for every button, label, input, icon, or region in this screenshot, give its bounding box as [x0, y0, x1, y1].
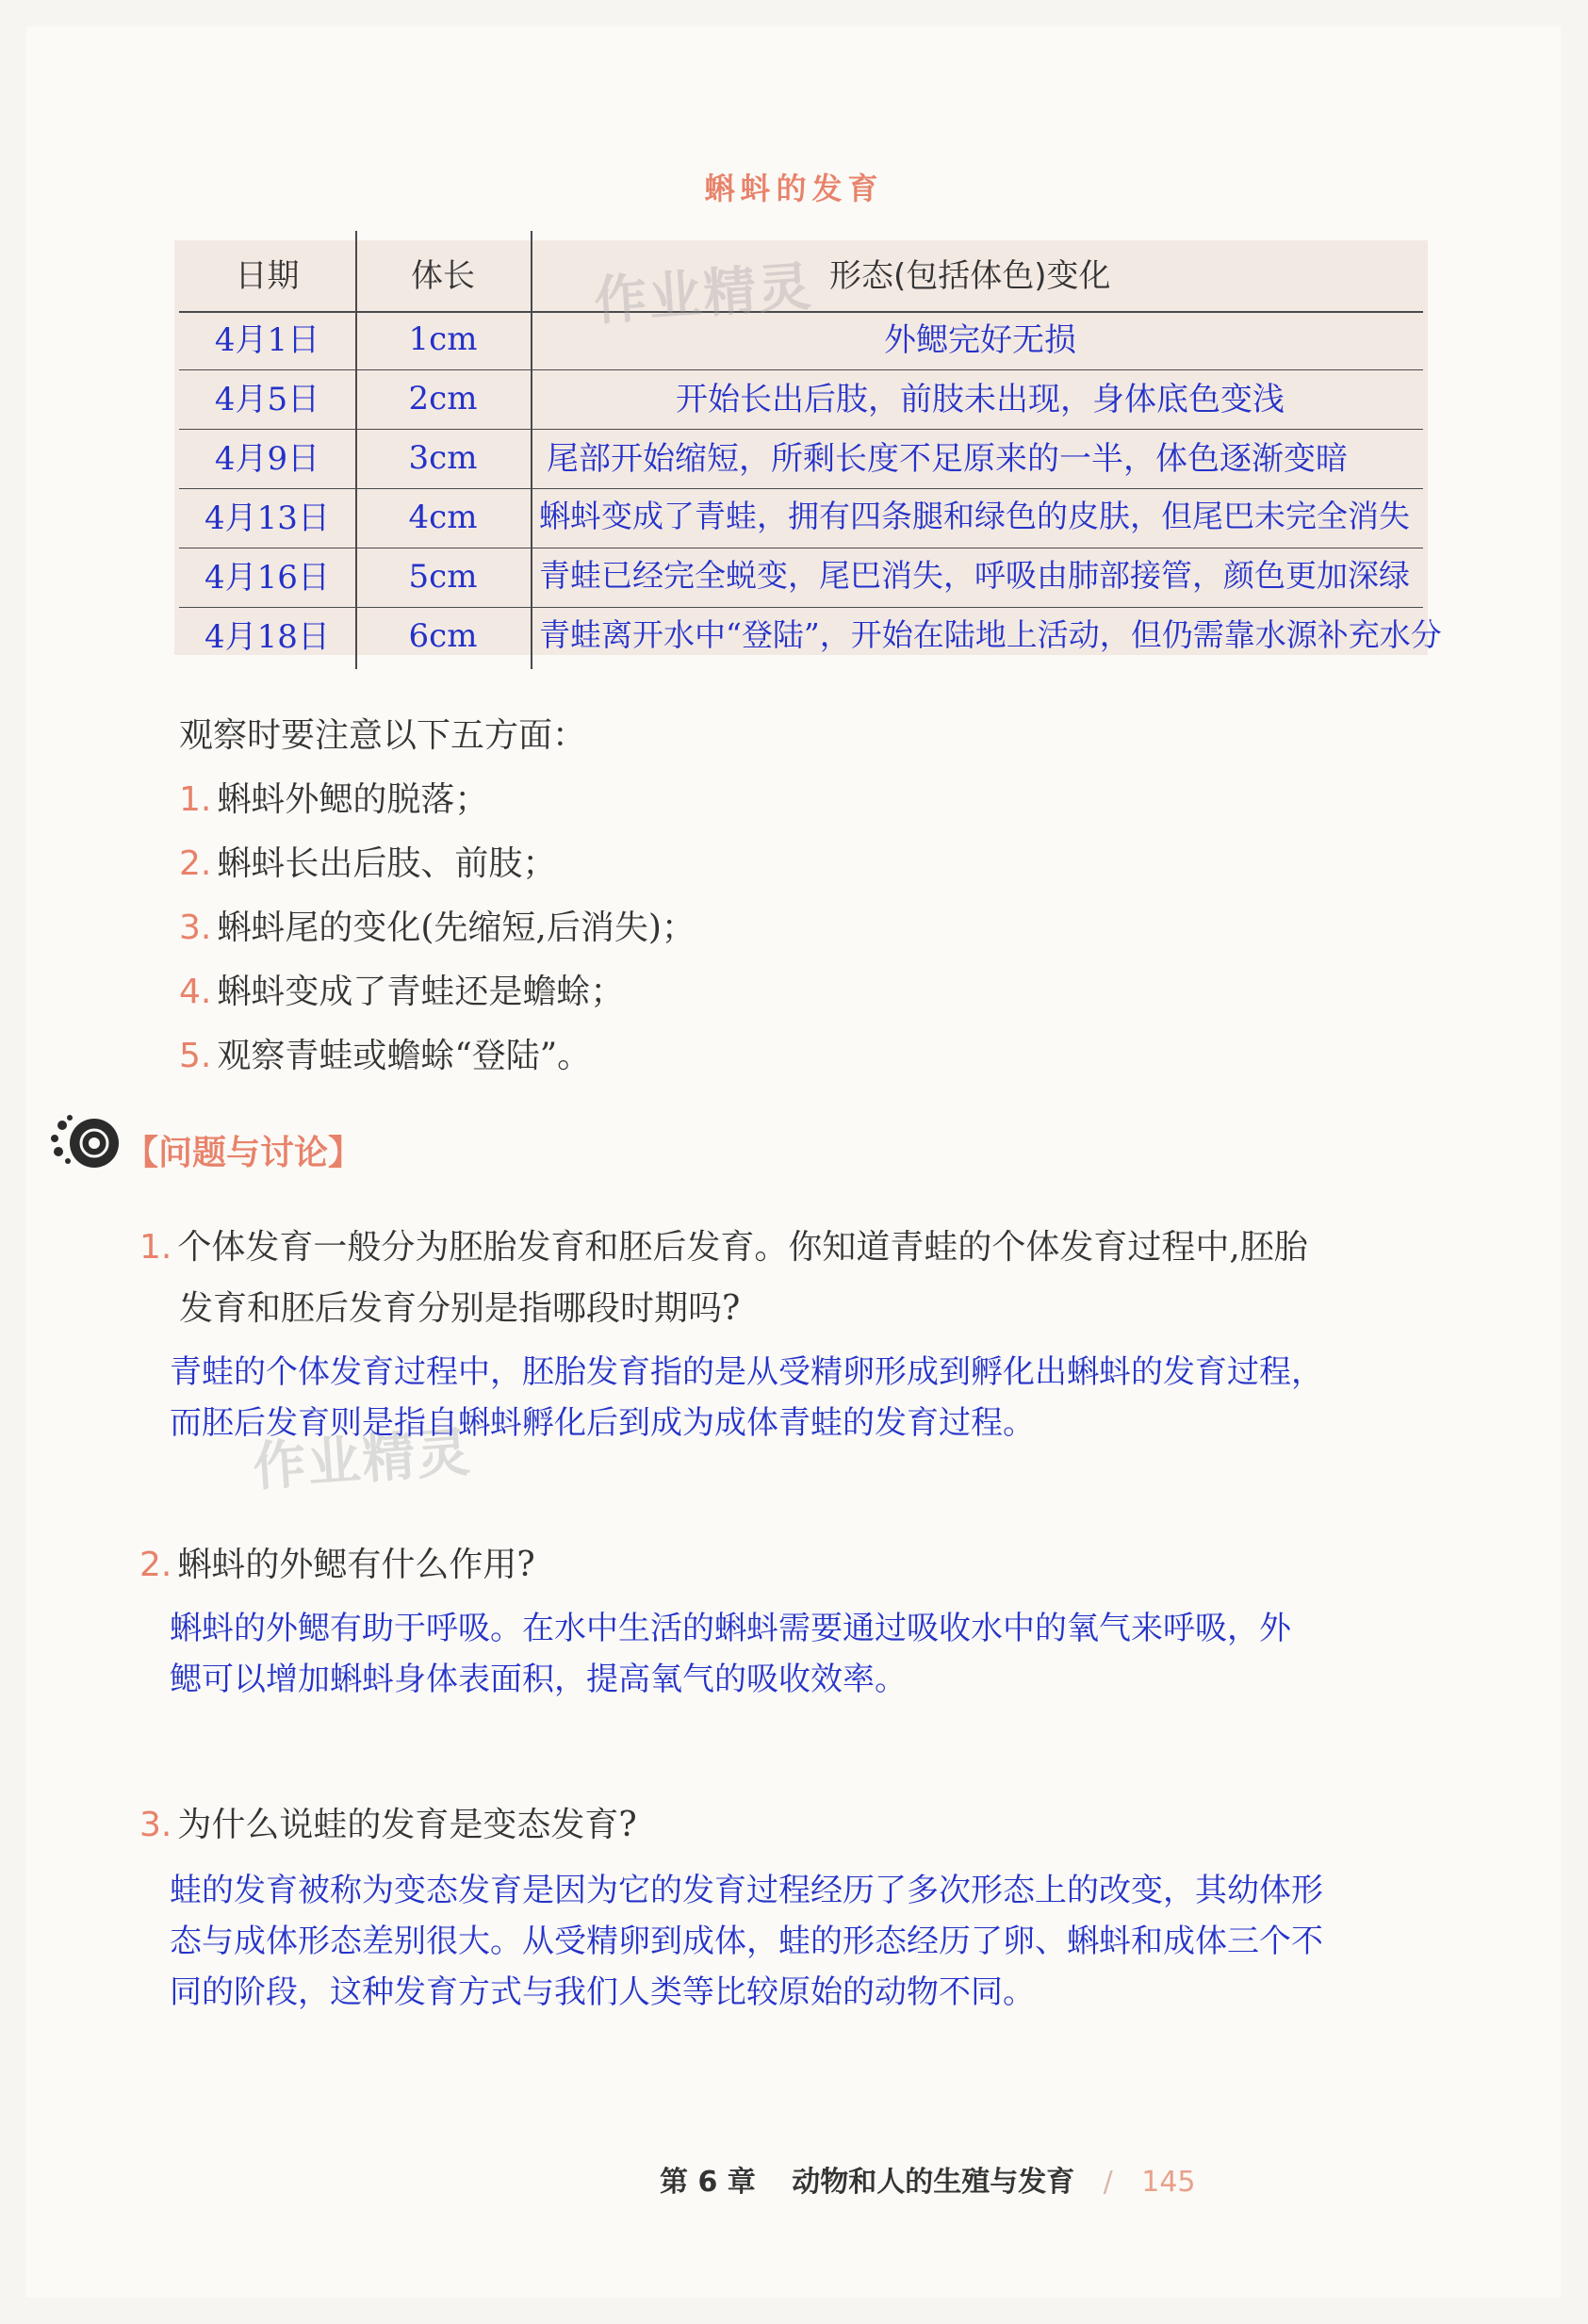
- table-cell-date: 4月18日: [205, 618, 330, 656]
- table-cell-form: 开始长出后肢，前肢未出现，身体底色变浅: [676, 381, 1285, 418]
- table-cell-date: 4月13日: [205, 499, 330, 537]
- table-cell-length: 6cm: [408, 617, 478, 655]
- chapter-title: 动物和人的生殖与发育: [792, 2166, 1075, 2199]
- observe-intro: 观察时要注意以下五方面：: [179, 716, 587, 755]
- table-cell-form: 尾部开始缩短，所剩长度不足原来的一半，体色逐渐变暗: [547, 440, 1348, 478]
- answer-1-line: 青蛙的个体发育过程中，胚胎发育指的是从受精卵形成到孵化出蝌蚪的发育过程，: [170, 1353, 1323, 1391]
- observe-item: 5. 观察青蛙或蟾蜍“登陆”。: [179, 1037, 592, 1075]
- question-1: 1. 个体发育一般分为胚胎发育和胚后发育。你知道青蛙的个体发育过程中,胚胎: [139, 1228, 1308, 1267]
- table-row-rule: [179, 369, 1423, 370]
- table-cell-length: 2cm: [408, 380, 478, 417]
- answer-2-line: 鳃可以增加蝌蚪身体表面积，提高氧气的吸收效率。: [170, 1661, 907, 1698]
- answer-3-line: 同的阶段，这种发育方式与我们人类等比较原始的动物不同。: [170, 1973, 1035, 2011]
- table-row-rule: [179, 488, 1423, 489]
- answer-2-line: 蝌蚪的外鳃有助于呼吸。在水中生活的蝌蚪需要通过吸收水中的氧气来呼吸，外: [170, 1610, 1291, 1647]
- page-number: 145: [1141, 2166, 1196, 2199]
- table-cell-date: 4月9日: [214, 440, 320, 478]
- table-row-rule: [179, 607, 1423, 608]
- observe-item: 4. 蝌蚪变成了青蛙还是蟾蜍；: [179, 973, 625, 1011]
- table-header-form: 形态(包括体色)变化: [829, 257, 1111, 295]
- table-cell-length: 1cm: [408, 320, 478, 358]
- observe-item: 2. 蝌蚪长出后肢、前肢；: [179, 844, 557, 883]
- question-3: 3. 为什么说蛙的发育是变态发育?: [139, 1806, 637, 1844]
- watermark: 作业精灵: [592, 255, 815, 334]
- table-cell-form: 青蛙离开水中“登陆”，开始在陆地上活动，但仍需靠水源补充水分: [539, 616, 1442, 653]
- table-header-date: 日期: [235, 257, 300, 295]
- observe-item: 3. 蝌蚪尾的变化(先缩短,后消失)；: [179, 908, 696, 947]
- table-cell-form: 青蛙已经完全蜕变，尾巴消失，呼吸由肺部接管，颜色更加深绿: [539, 557, 1410, 594]
- page-footer: [660, 2158, 1196, 2200]
- table-cell-date: 4月5日: [214, 381, 320, 418]
- answer-3-line: 蛙的发育被称为变态发育是因为它的发育过程经历了多次形态上的改变，其幼体形: [170, 1872, 1323, 1909]
- table-cell-length: 4cm: [408, 499, 478, 536]
- table-cell-form: 外鳃完好无损: [884, 321, 1076, 359]
- table-cell-date: 4月1日: [214, 321, 320, 359]
- question-2: 2. 蝌蚪的外鳃有什么作用?: [139, 1546, 535, 1584]
- table-row-rule: [179, 429, 1423, 430]
- table-cell-form: 蝌蚪变成了青蛙，拥有四条腿和绿色的皮肤，但尾巴未完全消失: [539, 498, 1410, 534]
- footer-separator: /: [1103, 2166, 1113, 2199]
- answer-3-line: 态与成体形态差别很大。从受精卵到成体，蛙的形态经历了卵、蝌蚪和成体三个不: [170, 1923, 1323, 1960]
- observe-item: 1. 蝌蚪外鳃的脱落；: [179, 780, 489, 819]
- table-title: 蝌蚪的发育: [704, 171, 884, 206]
- table-column-rule: [531, 231, 532, 669]
- question-1-line: 发育和胚后发育分别是指哪段时期吗?: [179, 1289, 741, 1328]
- chapter-number: 第 6 章: [660, 2166, 756, 2199]
- table-cell-length: 3cm: [408, 439, 478, 477]
- table-cell-length: 5cm: [408, 558, 478, 596]
- discussion-heading: 【问题与讨论】: [124, 1134, 363, 1172]
- discussion-icon: [45, 1112, 123, 1174]
- watermark: 作业精灵: [251, 1421, 474, 1499]
- table-cell-date: 4月16日: [205, 559, 330, 597]
- answer-1-line: 而胚后发育则是指自蝌蚪孵化后到成为成体青蛙的发育过程。: [170, 1404, 1035, 1442]
- table-header-length: 体长: [411, 257, 475, 295]
